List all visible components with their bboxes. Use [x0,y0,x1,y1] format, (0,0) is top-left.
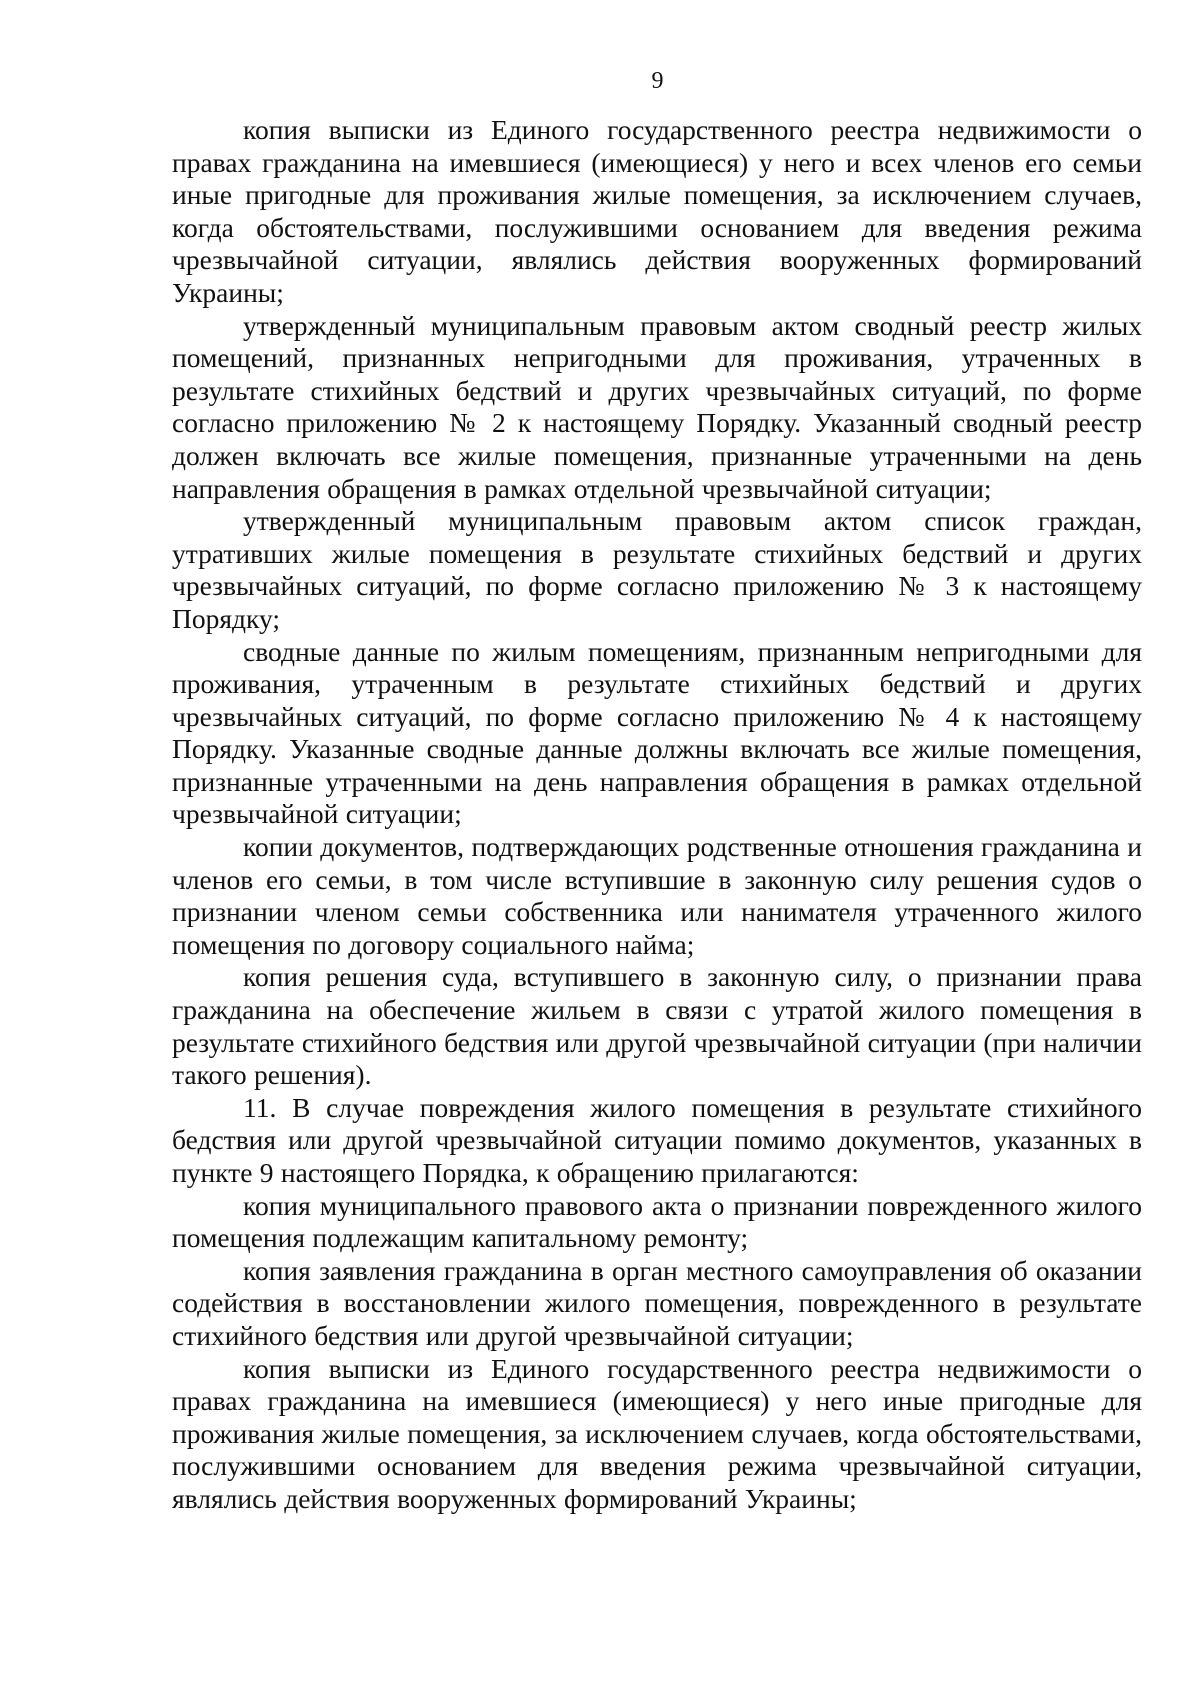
paragraph-item-11: 11. В случае повреждения жилого помещения в результате стихийного бедствия или другой чрезвычайной ситуации помимо документов, указанных в пункте 9 настоящего Порядка, к обращению прилагаются: [172,1091,1142,1188]
paragraph-egrn-extract: копия выписки из Единого государственного реестра недвижимости о правах гражданина на имевшиеся (имеющиеся) у него иные пригодные для проживания жилые помещения, за исключением случаев, когда обстоятельствами, послужившими основанием для введения режима чрезвычайной ситуации, являлись действия вооруженных формирований Украины; [172,1352,1142,1514]
paragraph-municipal-act-copy: копия муниципального правового акта о признании поврежденного жилого помещения подлежащим капитальному ремонту; [172,1189,1142,1254]
paragraph-consolidated-register: утвержденный муниципальным правовым актом сводный реестр жилых помещений, признанных непригодными для проживания, утраченных в результате стихийных бедствий и других чрезвычайных ситуаций, по форме согласно приложению № 2 к настоящему Порядку. Указанный сводный реестр должен включать все жилые помещения, признанные утраченными на день направления обращения в рамках отдельной чрезвычайной ситуации; [172,309,1142,504]
paragraph-court-decision: копия решения суда, вступившего в законную силу, о признании права гражданина на обеспечение жильем в связи с утратой жилого помещения в результате стихийного бедствия или другой чрезвычайной ситуации (при наличии такого решения). [172,961,1142,1091]
document-body [172,114,1142,1516]
paragraph-application-copy: копия заявления гражданина в орган местного самоуправления об оказании содействия в восстановлении жилого помещения, поврежденного в результате стихийного бедствия или другой чрезвычайной ситуации; [172,1254,1142,1351]
page-number: 9 [651,68,664,94]
paragraph-kinship-documents: копии документов, подтверждающих родственные отношения гражданина и членов его семьи, в том числе вступившие в законную силу решения судов о признании членом семьи собственника или нанимателя утраченного жилого помещения по договору социального найма; [172,831,1142,960]
paragraph-egrn-extract-family: копия выписки из Единого государственного реестра недвижимости о правах гражданина на имевшиеся (имеющиеся) у него и всех членов его семьи иные пригодные для проживания жилые помещения, за исключением случаев, когда обстоятельствами, послужившими основанием для введения режима чрезвычайной ситуации, являлись действия вооруженных формирований Украины; [172,114,1142,308]
paragraph-citizens-list: утвержденный муниципальным правовым актом список граждан, утративших жилые помещения в результате стихийных бедствий и других чрезвычайных ситуаций, по форме согласно приложению № 3 к настоящему Порядку; [172,505,1142,634]
paragraph-summary-data: сводные данные по жилым помещениям, признанным непригодными для проживания, утраченным в результате стихийных бедствий и других чрезвычайных ситуаций, по форме согласно приложению № 4 к настоящему Порядку. Указанные сводные данные должны включать все жилые помещения, признанные утраченными на день направления обращения в рамках отдельной чрезвычайной ситуации; [172,635,1142,830]
